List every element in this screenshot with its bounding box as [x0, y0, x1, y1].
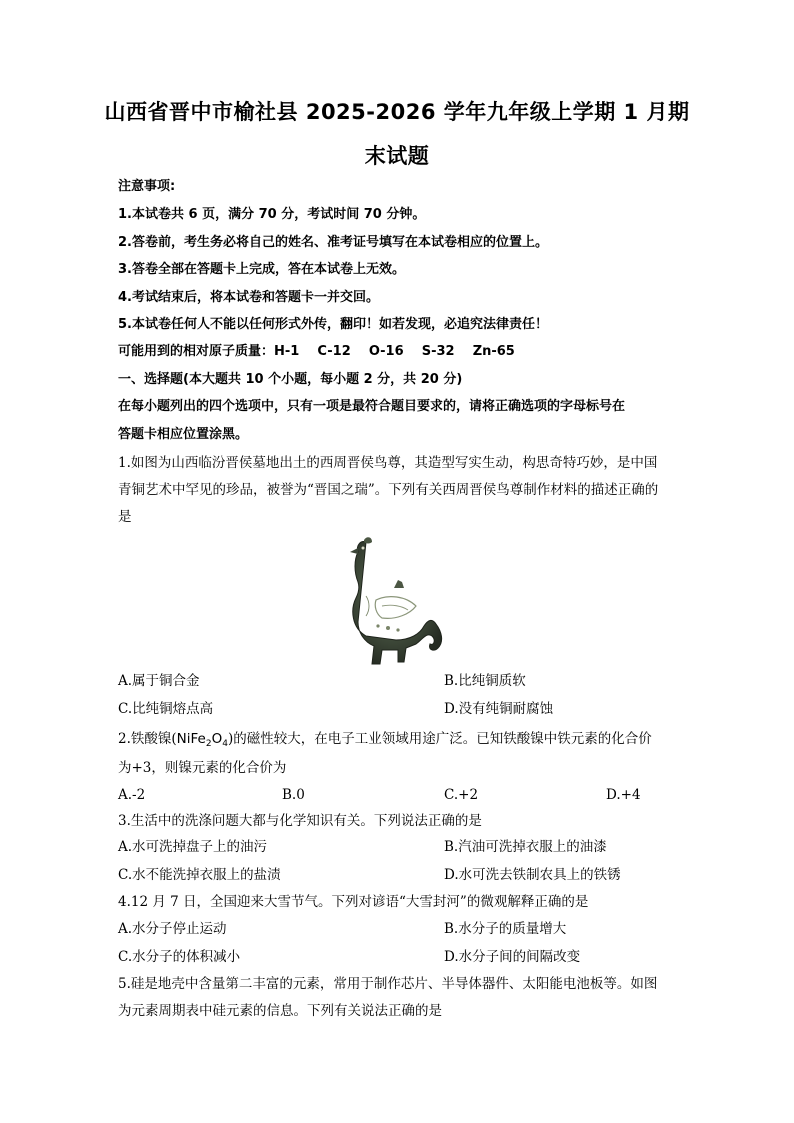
q5-stem: 为元素周期表中硅元素的信息。下列有关说法正确的是 — [118, 1003, 442, 1019]
q3-option-a: A.水可洗掉盘子上的油污 — [118, 839, 268, 855]
q2-formula — [177, 731, 228, 747]
q3-stem: 3.生活中的洗涤问题大都与化学知识有关。下列说法正确的是 — [118, 813, 482, 829]
notice-item: 5.本试卷任何人不能以任何形式外传，翻印！如若发现，必追究法律责任！ — [118, 317, 548, 332]
exam-title-line1: 山西省晋中市榆社县 2025-2026 学年九年级上学期 1 月期 — [104, 100, 690, 124]
q1-stem: 1.如图为山西临汾晋侯墓地出土的西周晋侯鸟尊，其造型写实生动，构思奇特巧妙，是中国 — [118, 455, 658, 471]
exam-title-line2: 末试题 — [364, 144, 430, 168]
q2-option-a: A.-2 — [118, 787, 146, 803]
formula-text: NiFe — [176, 731, 206, 747]
q3-option-c: C.水不能洗掉衣服上的盐渍 — [118, 867, 281, 883]
formula-subscript: 4 — [222, 739, 228, 749]
q4-option-a: A.水分子停止运动 — [118, 921, 227, 937]
notice-item: 2.答卷前，考生务必将自己的姓名、准考证号填写在本试卷相应的位置上。 — [118, 235, 548, 250]
q2-stem-post: )的磁性较大，在电子工业领域用途广泛。已知铁酸镍中铁元素的化合价 — [227, 731, 652, 747]
q1-option-a: A.属于铜合金 — [118, 673, 200, 689]
q2-option-d: D.+4 — [606, 787, 641, 803]
q3-option-d: D.水可洗去铁制农具上的铁锈 — [444, 867, 621, 883]
q1-stem: 青铜艺术中罕见的珍品，被誉为“晋国之瑞”。下列有关西周晋侯鸟尊制作材料的描述正确的 — [118, 482, 659, 498]
notice-item: 4.考试结束后，将本试卷和答题卡一并交回。 — [118, 290, 379, 305]
section1-heading: 一、选择题(本大题共 10 个小题，每小题 2 分，共 20 分) — [118, 372, 463, 387]
notice-heading: 注意事项: — [118, 179, 176, 194]
q2-option-c: C.+2 — [444, 787, 479, 803]
q4-option-d: D.水分子间的间隔改变 — [444, 949, 581, 965]
q2-stem: 为+3，则镍元素的化合价为 — [118, 760, 287, 776]
q1-option-b: B.比纯铜质软 — [444, 673, 526, 689]
q5-stem: 5.硅是地壳中含量第二丰富的元素，常用于制作芯片、半导体器件、太阳能电池板等。如图 — [118, 976, 658, 992]
q2-stem-pre: 2.铁酸镍( — [118, 731, 177, 747]
atomic-mass-line: 可能用到的相对原子质量：H-1 C-12 O-16 S-32 Zn-65 — [118, 344, 515, 359]
section1-instruction: 答题卡相应位置涂黑。 — [118, 427, 249, 442]
formula-subscript: 2 — [205, 739, 212, 749]
q4-stem: 4.12 月 7 日，全国迎来大雪节气。下列对谚语“大雪封河”的微观解释正确的是 — [118, 894, 589, 910]
q2-option-b: B.0 — [282, 787, 305, 803]
notice-item: 1.本试卷共 6 页，满分 70 分，考试时间 70 分钟。 — [118, 207, 426, 222]
q4-option-c: C.水分子的体积减小 — [118, 949, 241, 965]
q4-option-b: B.水分子的质量增大 — [444, 921, 567, 937]
section1-instruction: 在每小题列出的四个选项中，只有一项是最符合题目要求的，请将正确选项的字母标号在 — [118, 399, 626, 414]
q1-option-d: D.没有纯铜耐腐蚀 — [444, 701, 554, 717]
q2-stem — [118, 730, 652, 753]
bird-zun-bronze-vessel-image — [336, 536, 456, 668]
q1-stem: 是 — [118, 509, 132, 525]
formula-text: O — [211, 731, 223, 747]
notice-item: 3.答卷全部在答题卡上完成，答在本试卷上无效。 — [118, 262, 405, 277]
q1-option-c: C.比纯铜熔点高 — [118, 701, 214, 717]
q3-option-b: B.汽油可洗掉衣服上的油漆 — [444, 839, 607, 855]
